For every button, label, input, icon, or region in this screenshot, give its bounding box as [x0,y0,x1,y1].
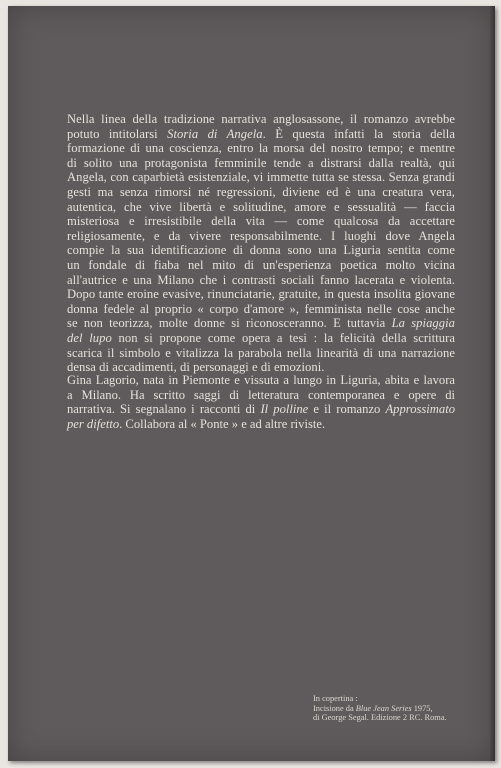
italic-title: La spiaggia [391,316,455,331]
italic-title: Storia di Angela [167,126,263,141]
synopsis-line: donna fedele al proprio « corpo d'amore », femminista nelle cose anche [67,301,455,316]
bio-line: Gina Lagorio, nata in Piemonte e vissuta a lungo in Liguria, abita e lavora [67,373,455,387]
synopsis-paragraph [67,112,455,375]
synopsis-line: potuto intitolarsi Storia di Angela. È questa infatti la storia della [67,126,455,141]
synopsis-line: se non teorizza, molte donne si riconosceranno. E tuttavia La spiaggia [67,316,455,331]
italic-title: Il polline [260,402,309,417]
synopsis-line: formazione di una coscienza, entro la morsa del nostro tempo; e mentre [67,141,455,156]
synopsis-line: del lupo non si propone come opera a tesi : la felicità della scrittura [67,330,456,345]
synopsis-line: un fondale di fiaba nel mito di un'esperienza poetica molto vicina [67,257,455,272]
synopsis-line: all'autrice e una Milano che i contrasti sociali fanno lacerata e violenta. [67,272,455,287]
synopsis-line: Dopo tante eroine evasive, rinunciatarie, gratuite, in questa insolita giovane [67,287,455,302]
bio-line: per difetto. Collabora al « Ponte » e ad altre riviste. [67,416,326,431]
synopsis-line: Nella linea della tradizione narrativa anglosassone, il romanzo avrebbe [67,112,455,126]
synopsis-line: gesti ma senza rimorsi né regressioni, diviene ed è una creatura vera, [67,184,455,199]
italic-title: del lupo [67,330,112,345]
synopsis-line: scarica il simbolo e vitalizza la parabola nella linearità di una narrazione [67,345,455,360]
cover-credit-artist: di George Segal. Edizione 2 RC. Roma. [313,713,447,723]
synopsis-line: misteriosa e irresistibile della vita — come qualcosa da accettare [67,214,455,229]
bio-line: narrativa. Si segnalano i racconti di Il polline e il romanzo Approssimato [67,402,455,417]
synopsis-line: Angela, con caparbietà esistenziale, vi immette tutta se stessa. Senza grandi [67,170,455,185]
bio-line: a Milano. Ha scritto saggi di letteratura contemporanea e opere di [67,387,455,402]
italic-title: Approssimato [385,402,455,417]
cover-credit-heading: In copertina : [313,694,358,703]
synopsis-line: densa di accadimenti, di personaggi e di emozioni. [67,360,325,375]
synopsis-line: religiosamente, e da vivere responsabilmente. I luoghi dove Angela [67,228,455,243]
synopsis-line: autentica, che vive libertà e solitudine, amore e sessualità — faccia [67,199,455,214]
book-back-cover [8,6,495,761]
cover-credit [313,694,493,723]
author-bio-paragraph [67,373,455,431]
synopsis-line: di solito una protagonista femminile tende a distrarsi dalla realtà, qui [67,155,455,170]
cover-credit-source: Incisione da Blue Jean Series 1975, [313,703,433,713]
synopsis-line: compie la sua identificazione di donna sono una Liguria sentita come [67,243,455,258]
italic-title: per difetto [67,416,120,431]
